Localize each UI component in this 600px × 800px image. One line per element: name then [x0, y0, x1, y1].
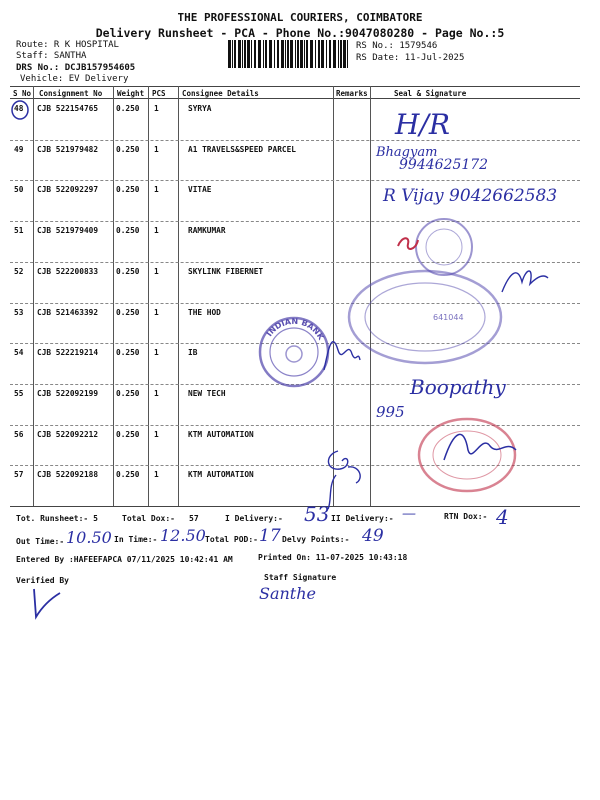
row-weight: 0.250: [116, 307, 140, 317]
barcode-bar: [281, 40, 284, 68]
barcode-bar: [340, 40, 342, 68]
row-pcs: 1: [154, 266, 159, 276]
barcode-bar: [310, 40, 313, 68]
row-weight: 0.250: [116, 429, 140, 439]
row-consignee: THE HOD: [188, 307, 221, 317]
col-divider: [148, 86, 149, 506]
barcode-bar: [290, 40, 293, 68]
col-header-weight: Weight: [117, 89, 145, 98]
barcode-bar: [326, 40, 327, 68]
bank-stamp-text: INDIAN BANK: [264, 316, 326, 342]
signature-row-55-phone: 995: [376, 403, 405, 421]
ii-delivery-value: —: [402, 506, 416, 522]
rs-number: RS No.: 1579546: [356, 41, 438, 51]
barcode-bar: [251, 40, 252, 68]
barcode-bar: [304, 40, 305, 68]
barcode-bar: [306, 40, 308, 68]
row-weight: 0.250: [116, 104, 140, 113]
out-time-label: Out Time:-: [16, 537, 65, 546]
runsheet-subtitle: Delivery Runsheet - PCA - Phone No.:9047080280 - Page No.:5: [95, 26, 505, 40]
row-consignee: KTM AUTOMATION: [188, 429, 254, 439]
row-weight: 0.250: [116, 348, 140, 358]
barcode-bar: [315, 40, 316, 68]
barcode-bar: [234, 40, 236, 68]
barcode-bar: [297, 40, 299, 68]
drs-number: DRS No.: DCJB157954605: [16, 63, 136, 73]
signature-row-52: [500, 262, 550, 298]
i-delivery-label: I Delivery:-: [225, 514, 283, 523]
signature-row-50: R Vijay 9042662583: [383, 186, 558, 206]
row-consignment-no: CJB 522092188: [37, 470, 99, 480]
signature-row-48: H/R: [395, 108, 450, 141]
table-top-rule: [10, 86, 580, 87]
verified-by-label: Verified By: [16, 576, 69, 585]
row-pcs: 1: [154, 104, 159, 113]
row-consignee: NEW TECH: [188, 388, 226, 398]
ii-delivery-label: II Delivery:-: [331, 514, 394, 523]
row-consignment-no: CJB 522092212: [37, 429, 99, 439]
row-pcs: 1: [154, 429, 159, 439]
row-pcs: 1: [154, 185, 159, 195]
col-header-pcs: PCS: [152, 89, 166, 98]
row-consignment-no: CJB 521979409: [37, 226, 99, 236]
col-divider: [178, 86, 179, 506]
barcode-bar: [287, 40, 289, 68]
row-weight: 0.250: [116, 388, 140, 398]
row-pcs: 1: [154, 144, 159, 154]
row-consignment-no: CJB 521979482: [37, 144, 99, 154]
row-consignment-no: CJB 522200833: [37, 266, 99, 276]
row-sno: 49: [14, 144, 24, 154]
col-divider: [33, 86, 34, 506]
row-consignee: IB: [188, 348, 198, 358]
row-weight: 0.250: [116, 144, 140, 154]
barcode-bar: [238, 40, 241, 68]
row-sno: 55: [14, 388, 24, 398]
total-dox-label: Total Dox:-: [122, 514, 175, 523]
row-weight: 0.250: [116, 470, 140, 480]
row-sno: 50: [14, 185, 24, 195]
delvy-points-label: Delvy Points:-: [282, 535, 350, 544]
barcode-bar: [277, 40, 279, 68]
row-sno: 53: [14, 307, 24, 317]
barcode-bar: [244, 40, 246, 68]
barcode-bar: [265, 40, 267, 68]
barcode-bar: [232, 40, 233, 68]
total-pod-value: 17: [259, 526, 281, 546]
row-consignee: VITAE: [188, 185, 212, 195]
barcode-bar: [242, 40, 243, 68]
row-consignment-no: CJB 522092297: [37, 185, 99, 195]
total-dox-value: 57: [189, 514, 199, 523]
barcode-bar: [338, 40, 339, 68]
company-title: THE PROFESSIONAL COURIERS, COIMBATORE: [177, 11, 423, 24]
col-header-consignment: Consignment No: [39, 89, 103, 98]
row-consignment-no: CJB 522219214: [37, 348, 99, 358]
signature-row-56: [440, 420, 520, 470]
barcode-bar: [258, 40, 261, 68]
col-header-consignee: Consignee Details: [182, 89, 259, 98]
row-weight: 0.250: [116, 185, 140, 195]
row-consignee: KTM AUTOMATION: [188, 470, 254, 480]
row-weight: 0.250: [116, 266, 140, 276]
row-sno: 56: [14, 429, 24, 439]
row-divider: [10, 180, 580, 181]
col-divider: [333, 86, 334, 506]
row-sno: 57: [14, 470, 24, 480]
in-time-value: 12.50: [160, 526, 206, 545]
verified-by-signature: [26, 585, 66, 621]
delvy-points-value: 49: [362, 526, 384, 546]
barcode-bar: [347, 40, 348, 68]
barcode-bar: [263, 40, 264, 68]
row-consignment-no: CJB 522154765: [37, 104, 99, 113]
row-pcs: 1: [154, 470, 159, 480]
barcode-bar: [285, 40, 286, 68]
in-time-label: In Time:-: [114, 535, 158, 544]
vehicle-label: Vehicle: EV Delivery: [20, 74, 129, 84]
rs-date: RS Date: 11-Jul-2025: [356, 53, 465, 63]
col-header-remarks: Remarks: [336, 89, 368, 98]
barcode-image: [228, 40, 350, 70]
signature-row-55-name: Boopathy: [410, 375, 506, 399]
row-weight: 0.250: [116, 226, 140, 236]
signature-row-49-name: Bhagyam: [376, 145, 438, 160]
rtn-dox-label: RTN Dox:-: [444, 512, 488, 521]
col-header-signature: Seal & Signature: [394, 89, 467, 98]
barcode-bar: [269, 40, 272, 68]
row-sno: 48: [14, 104, 24, 113]
barcode-bar: [318, 40, 320, 68]
sno-circle-mark: [8, 100, 32, 120]
barcode-bar: [321, 40, 324, 68]
route-label: Route: R K HOSPITAL: [16, 40, 119, 50]
row-pcs: 1: [154, 307, 159, 317]
row-sno: 51: [14, 226, 24, 236]
row-divider: [10, 140, 580, 141]
row-pcs: 1: [154, 388, 159, 398]
barcode-bar: [228, 40, 231, 68]
rtn-dox-value: 4: [496, 505, 509, 529]
row-sno: 54: [14, 348, 24, 358]
svg-text:641044: 641044: [433, 313, 464, 322]
signature-row-49-phone: 9944625172: [399, 157, 489, 173]
barcode-bar: [254, 40, 256, 68]
row-pcs: 1: [154, 226, 159, 236]
barcode-bar: [295, 40, 296, 68]
barcode-bar: [343, 40, 346, 68]
barcode-bar: [247, 40, 250, 68]
col-divider: [113, 86, 114, 506]
table-bottom-rule: [10, 506, 580, 507]
table-header-rule: [10, 98, 580, 99]
signature-row-54: [318, 320, 364, 380]
row-consignee: SYRYA: [188, 104, 212, 113]
row-pcs: 1: [154, 348, 159, 358]
staff-label: Staff: SANTHA: [16, 51, 87, 61]
i-delivery-value: 53: [304, 502, 330, 526]
total-pod-label: Total POD:-: [205, 535, 258, 544]
staff-signature-value: Santhe: [259, 584, 317, 603]
row-consignee: RAMKUMAR: [188, 226, 226, 236]
staff-signature-label: Staff Signature: [264, 573, 337, 582]
row-sno: 52: [14, 266, 24, 276]
entered-by: Entered By :HAFEEFAPCA 07/11/2025 10:42:41 AM: [16, 555, 233, 564]
barcode-bar: [333, 40, 336, 68]
row-consignment-no: CJB 522092199: [37, 388, 99, 398]
barcode-bar: [329, 40, 331, 68]
printed-on: Printed On: 11-07-2025 10:43:18: [258, 553, 408, 562]
red-scribble-mark: [394, 232, 424, 254]
barcode-bar: [274, 40, 275, 68]
col-header-sno: S No: [13, 89, 32, 98]
row-consignee: SKYLINK FIBERNET: [188, 266, 264, 276]
barcode-bar: [300, 40, 303, 68]
row-consignment-no: CJB 521463392: [37, 307, 99, 317]
row-divider: [10, 221, 580, 222]
row-consignee: A1 TRAVELS&SPEED PARCEL: [188, 144, 296, 154]
out-time-value: 10.50: [66, 528, 112, 547]
total-runsheet: Tot. Runsheet:- 5: [16, 514, 98, 523]
